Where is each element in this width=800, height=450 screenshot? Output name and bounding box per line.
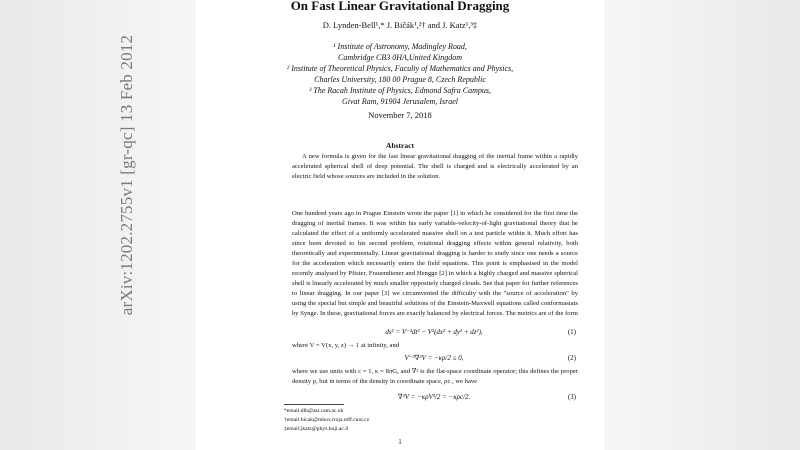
affiliation-line: Cambridge CB3 0HA,United Kingdom xyxy=(338,53,462,62)
right-margin xyxy=(604,0,800,450)
equation-2 xyxy=(292,354,576,362)
affiliation-line: ² Institute of Theoretical Physics, Faculty of Mathematics and Physics, xyxy=(286,64,514,73)
footnote: †email:bicak@mbox.troja.mff.cuni.cz xyxy=(284,417,370,423)
author-list: D. Lynden-Bell¹,* J. Bičák¹,²† and J. Katz¹,³‡ xyxy=(322,20,478,30)
footnote: *email:dlb@ast.cam.ac.uk xyxy=(284,408,344,414)
paper-date: November 7, 2018 xyxy=(368,110,432,120)
equation-2-text: V⁻³∇²V = −κρ/2 ≤ 0, xyxy=(404,354,464,362)
affiliation-line: Givat Ram, 91904 Jerusalem, Israel xyxy=(342,97,458,106)
equation-3-number: (3) xyxy=(567,393,576,401)
abstract-body: A new formula is given for the fast linear gravitational dragging of the inertial frame within a rapidly accelerated spherical shell of deep potential. The shell is charged and is electrically accelerated by an electric field whose sources are included in the solution. xyxy=(292,153,578,180)
affiliation-line: Charles University, 180 00 Prague 8, Czech Republic xyxy=(314,75,486,84)
page-number: 1 xyxy=(398,438,402,446)
abstract-heading: Abstract xyxy=(386,141,414,150)
paper-title: On Fast Linear Gravitational Dragging xyxy=(290,0,510,13)
equation-2-number: (2) xyxy=(567,354,576,362)
text-after-eq2: where we use units with c = 1, κ = 8πG, and ∇² is the flat-space coordinate operator; this defines the proper density ρ, but in terms of the density in coordinate space, ρc , we have xyxy=(292,368,578,385)
equation-3-text: ∇²V = −κρV³/2 = −κρc/2. xyxy=(397,393,471,401)
arxiv-identifier: arXiv:1202.2755v1 [gr-qc] 13 Feb 2012 xyxy=(117,34,136,316)
body-text: One hundred years ago in Prague Einstein wrote the paper [1] in which he considered for the first time the dragging of inertial frames. It was within his early variable-velocity-of-light gravitational theory that he calculated the effect of a uniformly accelerated massive shell on a test particle within it. Much effort has since been devoted to his second problem, rotational dragging effects within general relativity, both theoretically and experimentally. Linear gravitational dragging is harder to study since one needs a source for the acceleration which necessarily enters the field equations. This point is emphasised in the model recently analysed by Pfister, Frauendiener and Hengge [2] in which a highly charged and massive spherical shell is linearly accelerated by much smaller oppositely charged clouds. See that paper for further references to linear dragging. In our paper [3] we circumvented the difficulty with the "source of acceleration" by using the special but simple and beautiful solutions of the Einstein-Maxwell equations called conformastats by Synge. In these, gravitational forces are exactly balanced by electrical forces. The metrics are of the form xyxy=(292,210,578,317)
equation-1 xyxy=(292,328,576,336)
equation-3 xyxy=(292,393,576,401)
footnote-rule xyxy=(284,404,344,405)
equation-1-text: ds² = V⁻²dt² − V²(dx² + dy² + dz²), xyxy=(385,328,483,336)
affiliation-line: ³ The Racah Institute of Physics, Edmond Safra Campus, xyxy=(309,86,491,95)
paper-page xyxy=(196,0,604,450)
left-margin xyxy=(0,0,196,450)
abstract-text xyxy=(292,152,578,182)
footnote: ‡email:jkatz@phys.huji.ac.il xyxy=(284,426,349,432)
text-after-eq1: where V = V(x, y, z) → 1 at infinity, and xyxy=(292,342,400,349)
body-paragraph xyxy=(292,209,578,319)
affiliation-line: ¹ Institute of Astronomy, Madingley Road, xyxy=(333,42,467,51)
equation-1-number: (1) xyxy=(567,328,576,336)
